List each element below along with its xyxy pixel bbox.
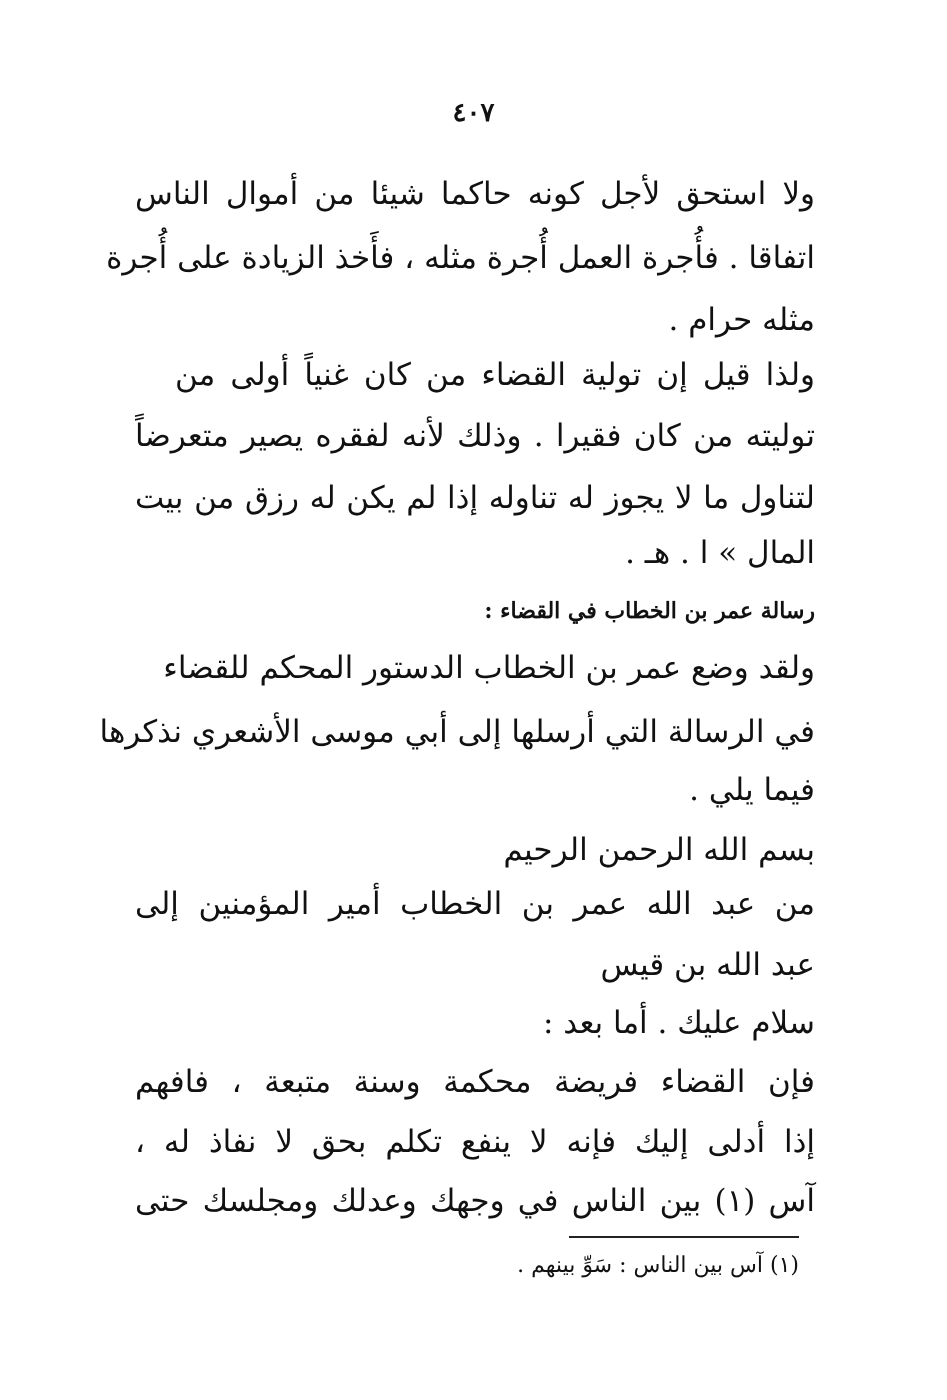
text-line: ولذا قيل إن تولية القضاء من كان غنياً أولى من	[175, 357, 815, 393]
text-line: إذا أدلى إليك فإنه لا ينفع تكلم بحق لا نفاذ له ،	[135, 1124, 815, 1160]
text-line: فإن القضاء فريضة محكمة وسنة متبعة ، فافهم	[135, 1064, 815, 1100]
page-number: ٤٠٧	[452, 98, 495, 128]
text-line: لتناول ما لا يجوز له تناوله إذا لم يكن له رزق من بيت	[135, 480, 815, 516]
footnote: (١) آس بين الناس : سَوِّ بينهم .	[517, 1253, 799, 1278]
text-line: سلام عليك . أما بعد :	[543, 1005, 815, 1041]
text-line: المال » ا . هـ .	[625, 535, 815, 571]
basmala-line: بسم الله الرحمن الرحيم	[503, 832, 815, 868]
footnote-divider	[569, 1236, 799, 1238]
section-heading: رسالة عمر بن الخطاب في القضاء :	[484, 598, 815, 624]
text-line: توليته من كان فقيرا . وذلك لأنه لفقره يصير متعرضاً	[135, 418, 815, 454]
text-line: ولقد وضع عمر بن الخطاب الدستور المحكم للقضاء	[163, 650, 815, 686]
text-line: مثله حرام .	[668, 302, 815, 338]
text-line: في الرسالة التي أرسلها إلى أبي موسى الأشعري نذكرها	[99, 714, 815, 750]
text-line: فيما يلي .	[689, 772, 815, 808]
text-line: من عبد الله عمر بن الخطاب أمير المؤمنين إلى	[135, 886, 815, 922]
text-line: ولا استحق لأجل كونه حاكما شيئا من أموال الناس	[135, 176, 815, 212]
text-line: اتفاقا . فأُجرة العمل أُجرة مثله ، فأَخذ الزيادة على أُجرة	[106, 240, 815, 276]
text-line: عبد الله بن قيس	[600, 947, 815, 983]
text-line: آس (١) بين الناس في وجهك وعدلك ومجلسك حتى	[135, 1183, 816, 1219]
